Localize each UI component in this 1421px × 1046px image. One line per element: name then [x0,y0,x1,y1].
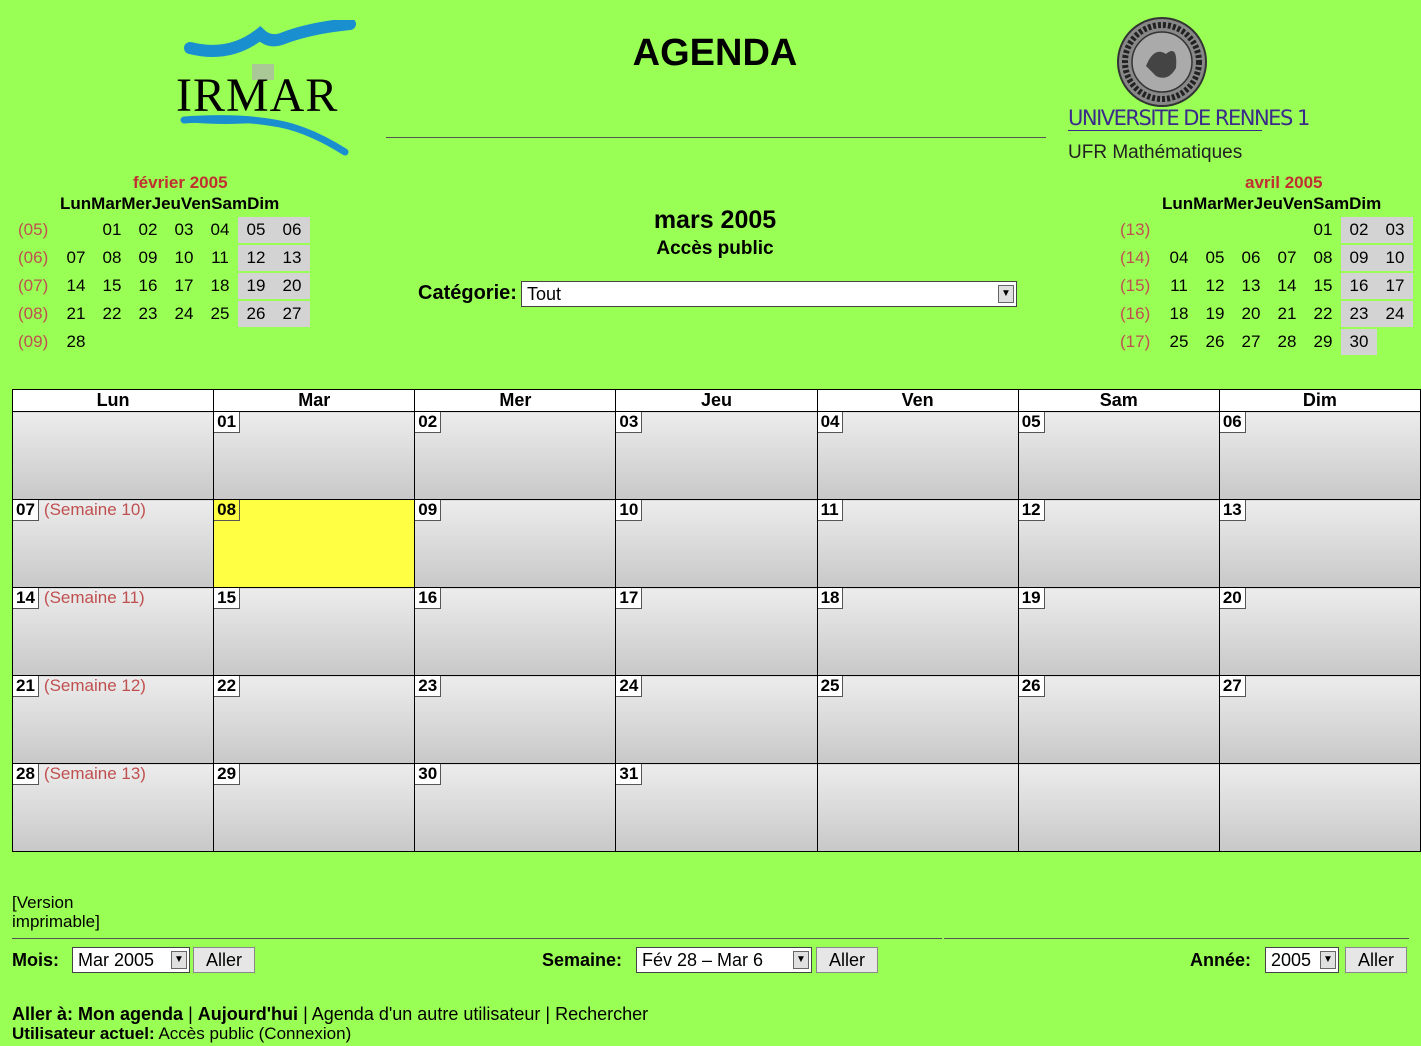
mini-day[interactable]: 17 [1377,273,1413,299]
mini-weekday-label: Sam [1313,194,1350,213]
calendar-week-row [13,588,1421,676]
mini-day [274,329,310,355]
day-number-link[interactable]: 13 [1220,500,1246,521]
week-go-button[interactable]: Aller [816,947,878,973]
calendar-day-cell[interactable] [616,588,817,676]
day-number-link[interactable]: 18 [818,588,844,609]
mini-day[interactable]: 22 [1313,304,1333,323]
calendar-day-cell[interactable] [13,412,214,500]
other-user-agenda-link[interactable]: Agenda d'un autre utilisateur [311,1004,541,1024]
mini-day [94,329,130,355]
calendar-day-cell[interactable] [214,588,415,676]
mini-day [1269,217,1305,243]
mini-prev-headers [60,194,279,214]
chevron-down-icon[interactable]: ▼ [998,285,1014,303]
day-number-link[interactable]: 29 [214,764,240,785]
mini-day[interactable]: 13 [274,245,310,271]
login-link[interactable]: (Connexion) [258,1024,352,1043]
weekday-header: Dim [1219,390,1420,412]
mini-day[interactable]: 24 [1377,301,1413,327]
mini-day[interactable]: 22 [102,304,122,323]
my-agenda-link[interactable]: Mon agenda [78,1004,184,1024]
mini-day [1233,217,1269,243]
calendar-day-cell[interactable] [1018,588,1219,676]
mini-day[interactable]: 01 [102,220,122,239]
day-number-link[interactable]: 11 [818,500,843,521]
mini-day[interactable]: 09 [1341,245,1377,271]
day-number-link[interactable]: 16 [415,588,441,609]
week-number-link[interactable]: (Semaine 13) [43,764,146,783]
weekday-header: Lun [13,390,214,412]
calendar-day-cell[interactable] [13,588,214,676]
chevron-down-icon[interactable]: ▼ [1320,951,1336,969]
mini-day[interactable]: 01 [1313,220,1333,239]
calendar-day-cell[interactable] [415,764,616,852]
calendar-day-cell[interactable] [214,764,415,852]
mini-day[interactable]: 15 [1313,276,1333,295]
weekday-header: Ven [817,390,1018,412]
mini-day[interactable]: 21 [66,304,86,323]
mini-day [1161,217,1197,243]
mini-day[interactable]: 05 [1205,248,1225,267]
mini-day[interactable]: 07 [1277,248,1297,267]
calendar-day-cell[interactable] [214,412,415,500]
mini-weekday-label: Lun [1162,194,1194,213]
calendar-week-row [13,412,1421,500]
mini-weekday-label: Mar [1193,194,1224,213]
day-number-link[interactable]: 22 [214,676,240,697]
mini-day[interactable]: 19 [1205,304,1225,323]
mini-weekday-label: Sam [211,194,248,213]
day-number-link[interactable]: 01 [214,412,240,433]
day-number-link[interactable]: 06 [1220,412,1246,433]
mini-day[interactable]: 05 [238,217,274,243]
mini-day[interactable]: 06 [1241,248,1261,267]
goto-nav [12,1004,648,1025]
separator: | [188,1004,193,1024]
mini-week-number[interactable]: (05) [18,220,49,239]
category-label: Catégorie: [418,282,517,304]
search-link[interactable]: Rechercher [555,1004,649,1024]
year-select[interactable] [1265,947,1339,973]
calendar-day-cell[interactable] [817,764,1018,852]
calendar-day-cell[interactable] [817,676,1018,764]
day-number-link[interactable]: 31 [616,764,642,785]
calendar-day-cell[interactable] [1018,676,1219,764]
calendar-day-cell[interactable] [415,676,616,764]
calendar-day-cell[interactable] [13,764,214,852]
calendar-day-cell[interactable] [13,676,214,764]
mini-day[interactable]: 12 [238,245,274,271]
mini-day[interactable]: 20 [1241,304,1261,323]
week-number-link[interactable]: (Semaine 10) [43,500,146,519]
mini-day [202,329,238,355]
mini-day[interactable]: 29 [1313,332,1333,351]
irmar-logo [160,20,370,160]
year-go-button[interactable]: Aller [1345,947,1407,973]
mini-day[interactable]: 12 [1205,276,1225,295]
mini-weekday-label: Jeu [1253,194,1283,213]
university-logo [1066,14,1309,164]
access-mode: Accès public [656,238,774,259]
day-number-link[interactable]: 27 [1220,676,1246,697]
mini-day[interactable]: 23 [138,304,158,323]
calendar-day-cell[interactable] [1219,676,1420,764]
calendar-day-cell[interactable] [214,676,415,764]
mini-day[interactable]: 27 [1241,332,1261,351]
mini-day [238,329,274,355]
calendar-day-cell[interactable] [1018,764,1219,852]
mini-week-number[interactable]: (13) [1120,220,1151,239]
calendar-day-cell[interactable] [817,500,1018,588]
mini-day[interactable]: 04 [210,220,230,239]
mini-day[interactable]: 14 [1277,276,1297,295]
separator: | [303,1004,308,1024]
mini-day [1197,217,1233,243]
calendar-week-row [13,500,1421,588]
mini-prev-title[interactable]: février 2005 [133,173,228,192]
mini-day[interactable]: 30 [1341,329,1377,355]
day-number-link[interactable]: 04 [818,412,844,433]
category-select-value: Tout [527,284,562,304]
weekday-header: Sam [1018,390,1219,412]
day-number-link[interactable]: 09 [415,500,441,521]
divider [12,938,942,939]
mini-day[interactable]: 10 [1377,245,1413,271]
calendar-day-cell[interactable] [415,588,616,676]
mini-week-number[interactable]: (17) [1120,332,1151,351]
mini-week-number[interactable]: (06) [18,248,49,267]
title-divider [386,137,1046,138]
day-number-link[interactable]: 15 [214,588,240,609]
mini-weekday-label: Dim [1349,194,1382,213]
mini-day[interactable]: 26 [1205,332,1225,351]
mini-week-number[interactable]: (08) [18,304,49,323]
day-number-link[interactable]: 05 [1019,412,1045,433]
calendar-day-cell[interactable] [1219,588,1420,676]
mini-day[interactable]: 03 [174,220,194,239]
goto-label: Aller à: [12,1004,74,1024]
calendar-day-cell[interactable] [616,500,817,588]
page-title: AGENDA [632,32,798,74]
calendar-week-row [13,764,1421,852]
mini-weekday-label: Mar [91,194,122,213]
calendar-day-cell[interactable] [1219,412,1420,500]
day-number-link[interactable]: 19 [1019,588,1045,609]
calendar-day-cell[interactable] [616,412,817,500]
calendar-day-cell[interactable] [817,588,1018,676]
mini-day [130,329,166,355]
mini-day[interactable]: 16 [1341,273,1377,299]
mini-day [166,329,202,355]
month-select-value: Mar 2005 [78,950,155,970]
mini-day[interactable]: 23 [1341,301,1377,327]
calendar-day-cell[interactable] [1219,500,1420,588]
day-number-link[interactable]: 12 [1019,500,1045,521]
mini-day[interactable]: 17 [174,276,194,295]
week-number-link[interactable]: (Semaine 11) [43,588,145,607]
day-number-link[interactable]: 24 [616,676,642,697]
mini-day[interactable]: 16 [138,276,158,295]
mini-day[interactable]: 24 [174,304,194,323]
weekday-header: Mar [214,390,415,412]
mini-day[interactable]: 09 [138,248,158,267]
current-user-name: Accès public [158,1024,254,1043]
calendar-day-cell[interactable] [415,412,616,500]
mini-week-number[interactable]: (07) [18,276,49,295]
mini-day[interactable]: 10 [174,248,194,267]
university-name: UNIVERSITE DE RENNES 1 [1068,106,1309,130]
mini-day[interactable]: 25 [1169,332,1189,351]
day-number-link[interactable]: 03 [616,412,642,433]
mini-day[interactable]: 07 [66,248,86,267]
month-calendar-grid [12,389,1421,852]
mini-week-number[interactable]: (15) [1120,276,1151,295]
day-number-link[interactable]: 25 [818,676,844,697]
mini-day[interactable]: 11 [1170,276,1188,295]
day-number-link[interactable]: 08 [214,500,240,521]
current-user [12,1024,351,1044]
chevron-down-icon[interactable]: ▼ [171,951,187,969]
day-number-link[interactable]: 23 [415,676,441,697]
week-number-link[interactable]: (Semaine 12) [43,676,146,695]
mini-day[interactable]: 21 [1277,304,1297,323]
calendar-day-cell[interactable] [616,764,817,852]
calendar-week-row [13,676,1421,764]
mini-day[interactable]: 02 [1341,217,1377,243]
week-nav-label: Semaine: [542,950,623,970]
day-number-link[interactable]: 26 [1019,676,1045,697]
calendar-day-cell[interactable] [616,676,817,764]
calendar-day-cell[interactable] [1018,500,1219,588]
mini-day[interactable]: 20 [274,273,310,299]
calendar-day-cell[interactable] [817,412,1018,500]
calendar-day-cell[interactable] [415,500,616,588]
year-select-value: 2005 [1271,950,1312,970]
mini-day[interactable]: 18 [1169,304,1189,323]
mini-day[interactable]: 06 [274,217,310,243]
mini-day[interactable]: 19 [238,273,274,299]
weekday-header: Mer [415,390,616,412]
mini-day[interactable]: 28 [66,332,86,351]
mini-day[interactable]: 26 [238,301,274,327]
day-number-link[interactable]: 20 [1220,588,1246,609]
mini-day[interactable]: 15 [102,276,122,295]
year-nav-label: Année: [1190,950,1252,970]
day-number-link[interactable]: 10 [616,500,642,521]
mini-day[interactable]: 13 [1241,276,1261,295]
day-number-link[interactable]: 21 [13,676,39,697]
mini-week-number[interactable]: (16) [1120,304,1151,323]
current-user-label: Utilisateur actuel: [12,1024,155,1043]
day-number-link[interactable]: 14 [13,588,39,609]
calendar-day-cell[interactable] [1018,412,1219,500]
calendar-day-cell[interactable] [13,500,214,588]
mini-day[interactable]: 11 [211,248,229,267]
month-nav-label: Mois: [12,950,59,970]
mini-day[interactable]: 02 [138,220,158,239]
day-number-link[interactable]: 02 [415,412,441,433]
mini-next-title[interactable]: avril 2005 [1245,173,1323,192]
category-select[interactable] [521,281,1017,307]
month-go-button[interactable]: Aller [193,947,255,973]
day-number-link[interactable]: 28 [13,764,39,785]
mini-day[interactable]: 28 [1277,332,1297,351]
irmar-logo-text: IRMAR [176,69,339,122]
mini-weekday-label: Ven [1282,194,1314,213]
mini-day[interactable]: 03 [1377,217,1413,243]
mini-weekday-label: Jeu [151,194,181,213]
week-select-value: Fév 28 – Mar 6 [642,950,764,970]
day-number-link[interactable]: 30 [415,764,441,785]
day-number-link[interactable]: 17 [616,588,642,609]
today-link[interactable]: Aujourd'hui [197,1004,299,1024]
printable-version-link[interactable]: [Version imprimable] [12,893,100,931]
mini-weekday-label: Ven [180,194,212,213]
divider [944,938,1409,939]
mini-week-number[interactable]: (09) [18,332,49,351]
mini-next-headers [1162,194,1381,214]
mini-day[interactable]: 04 [1169,248,1189,267]
month-select[interactable] [72,947,190,973]
mini-day[interactable]: 25 [210,304,230,323]
mini-weekday-label: Dim [247,194,280,213]
university-seal-icon [1116,16,1208,108]
mini-day[interactable]: 27 [274,301,310,327]
mini-weekday-label: Mer [1223,194,1254,213]
mini-day[interactable]: 08 [1313,248,1333,267]
ufr-name: UFR Mathématiques [1068,142,1243,163]
day-number-link[interactable]: 07 [13,500,39,521]
calendar-day-cell[interactable] [214,500,415,588]
mini-day[interactable]: 18 [210,276,230,295]
mini-weekday-label: Mer [121,194,152,213]
mini-week-number[interactable]: (14) [1120,248,1151,267]
mini-day[interactable]: 14 [66,276,86,295]
mini-day [58,217,94,243]
separator: | [545,1004,551,1024]
current-month-title: mars 2005 [653,206,777,234]
week-select[interactable] [636,947,812,973]
mini-day[interactable]: 08 [102,248,122,267]
mini-day [1377,329,1413,355]
chevron-down-icon[interactable]: ▼ [793,951,809,969]
weekday-header: Jeu [616,390,817,412]
calendar-day-cell[interactable] [1219,764,1420,852]
weekday-header-row [13,390,1421,412]
mini-weekday-label: Lun [60,194,92,213]
